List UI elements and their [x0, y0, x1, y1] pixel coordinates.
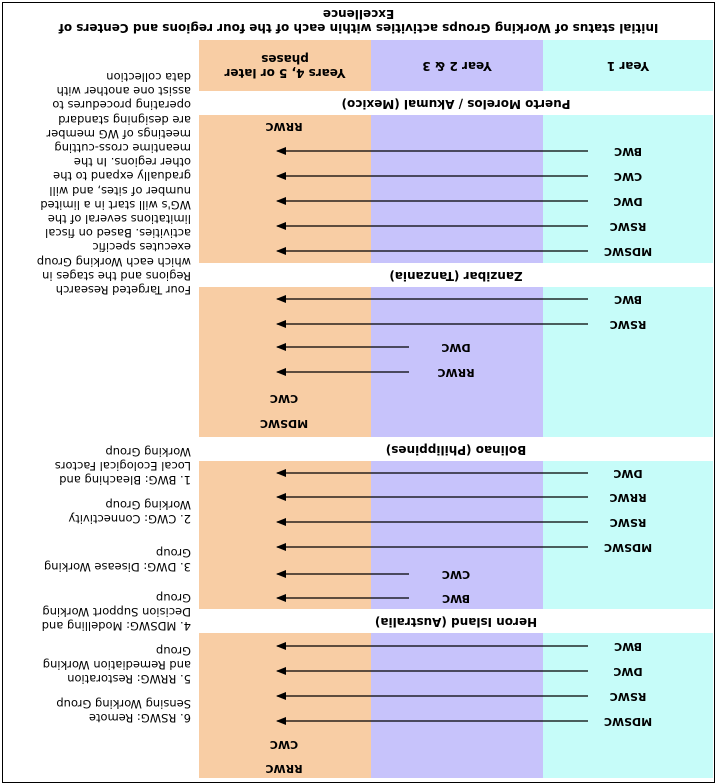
label-philippines-cwc: CWC — [441, 568, 471, 581]
label-philippines-bwc: BWC — [442, 592, 470, 605]
legend-group-4: 4. MDSWG: Modelling and Decision Support Working Group — [41, 590, 191, 633]
region-band-tanzania: Zanzibar (Tanzania) — [199, 263, 713, 287]
label-mexico-cwc: CWC — [613, 170, 643, 183]
header-year1: Year 1 — [606, 59, 650, 73]
label-mexico-rrwc: RRWC — [265, 120, 303, 133]
label-mexico-bwc: BWC — [614, 145, 642, 158]
label-philippines-rswc: RSWC — [609, 516, 647, 529]
label-philippines-dwc: DWC — [613, 467, 643, 480]
label-tanzania-mdswc: MDSWC — [259, 417, 309, 430]
legend-group-5: 5. RRWG: Restoration and Remediation Working Group — [42, 643, 191, 686]
legend-group-2: 2. CWG: Connectivity Working Group — [68, 497, 191, 526]
description-text: Four Targeted Research Regions and the stages in which each Working Group executes specific activities. Based on fiscal limitations several of the WG's will start in a limited number of sites, and will gradually expand to the other regions. In the meantime cross-cutting meetings of WG member are designing standard operating procedures to assist one another with data collection — [36, 69, 191, 297]
label-tanzania-rrwc: RRWC — [437, 366, 475, 379]
diagram-title: Initial status of Working Groups activities within each of the four regions and Centers of Excellence — [58, 7, 659, 35]
label-australia-rrwc: RRWC — [265, 762, 303, 775]
region-band-mexico: Puerto Morelos / Akumal (Mexico) — [199, 91, 713, 115]
label-philippines-rrwc: RRWC — [609, 491, 647, 504]
label-mexico-mdswc: MDSWC — [603, 245, 653, 258]
legend-group-6: 6. RSWG: Remote Sensing Working Group — [56, 696, 191, 725]
label-philippines-mdswc: MDSWC — [603, 541, 653, 554]
header-year23: Year 2 & 3 — [422, 59, 492, 73]
region-band-australia: Heron Island (Australia) — [199, 609, 713, 633]
label-mexico-dwc: DWC — [613, 195, 643, 208]
label-mexico-rswc: RSWC — [609, 220, 647, 233]
label-australia-rswc: RSWC — [609, 690, 647, 703]
legend-group-3: 3. DWG: Disease Working Group — [43, 545, 191, 574]
label-tanzania-cwc: CWC — [269, 392, 299, 405]
label-australia-cwc: CWC — [269, 738, 299, 751]
label-australia-mdswc: MDSWC — [603, 715, 653, 728]
header-year45: Years 4, 5 or later phases — [224, 52, 346, 80]
label-australia-dwc: DWC — [613, 665, 643, 678]
label-australia-bwc: BWC — [614, 640, 642, 653]
legend-group-1: 1. BWG: Bleaching and Local Ecological Factors Working Group — [54, 444, 191, 487]
label-tanzania-bwc: BWC — [614, 293, 642, 306]
region-band-philippines: Bolinao (Philippines) — [199, 437, 713, 461]
label-tanzania-rswc: RSWC — [609, 318, 647, 331]
label-tanzania-dwc: DWC — [441, 341, 471, 354]
